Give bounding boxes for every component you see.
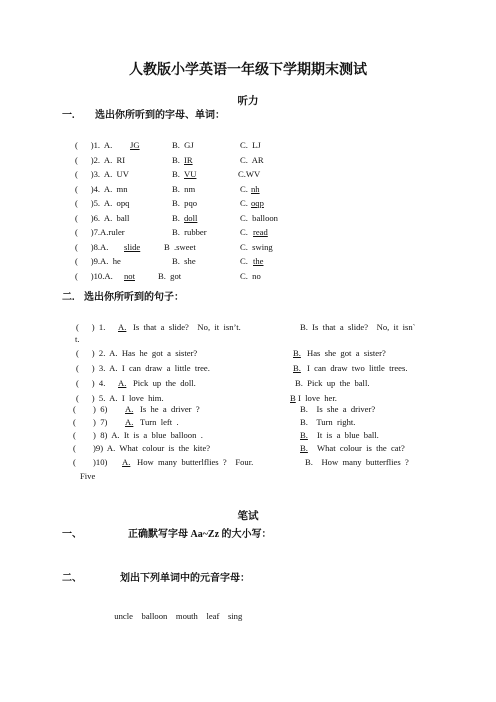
option-c: C. LJ [240, 140, 261, 150]
part-number: 一、 [62, 529, 82, 540]
question-number: ( ) 6) [73, 404, 108, 414]
option-a-sentence: Turn left . [140, 417, 179, 427]
option-b: B. pqo [172, 198, 198, 208]
option-b-sentence: B. Is she a driver? [300, 404, 376, 414]
option-c: C. balloon [240, 213, 278, 223]
word-item: balloon [141, 611, 168, 621]
option-b-sentence: It is a blue ball. [317, 430, 379, 440]
option-c: C. swing [240, 242, 273, 252]
option-c: read [253, 227, 268, 237]
question-number: ( )2. A. RI [75, 155, 126, 165]
part-title: 选出你所听到的字母、单词： [95, 110, 225, 121]
option-c-label: C. [240, 256, 248, 266]
option-b-sentence: B. Turn right. [300, 417, 356, 427]
question-number: ( ) 4. [76, 378, 106, 388]
wrapped-text: Five [80, 471, 96, 481]
option-b-sentence: B. How many butterflies ? [305, 457, 409, 467]
option-c: C. no [240, 271, 261, 281]
question-number: ( )6. A. ball [75, 213, 130, 223]
question-number: ( ) 5. A. I love him. [76, 393, 164, 403]
chosen-answer-mark: B [290, 393, 296, 403]
part-number: 一. [62, 110, 75, 121]
question-number: ( )10) [73, 457, 108, 467]
section-heading-writing: 笔试 [237, 511, 259, 522]
option-b: B. GJ [172, 140, 194, 150]
option-c-label: C. [240, 227, 248, 237]
option-b-label: B. [172, 169, 180, 179]
option-b-sentence: I can draw two little trees. [307, 363, 408, 373]
option-b: B. got [158, 271, 182, 281]
option-c-label: C. [240, 198, 248, 208]
question-number: ( ) 7) [73, 417, 108, 427]
word-item: leaf [206, 611, 220, 621]
part-number: 二、 [62, 573, 82, 584]
question-number: ( ) 3. A. I can draw a little tree. [76, 363, 210, 373]
option-b: VU [184, 169, 197, 179]
option-b: B. rubber [172, 227, 207, 237]
option-c-label: C. [240, 184, 248, 194]
chosen-answer-mark: A. [118, 378, 127, 388]
question-number: ( )9) A. What colour is the kite? [73, 443, 211, 453]
option-c: C. AR [240, 155, 264, 165]
option-b: B. she [172, 256, 196, 266]
chosen-answer-mark: A. [125, 404, 134, 414]
question-number: ( ) 1. [76, 322, 106, 332]
option-a-sentence: Pick up the doll. [133, 378, 196, 388]
option-b-label: B. [172, 213, 180, 223]
question-number: ( )1. A. [75, 140, 113, 150]
option-a: not [124, 271, 135, 281]
option-b: B. nm [172, 184, 196, 194]
option-c: nh [251, 184, 260, 194]
chosen-answer-mark: B. [293, 363, 301, 373]
word-list [110, 600, 242, 622]
option-a-sentence: How many butterlflies ? Four. [137, 457, 254, 467]
word-item: mouth [175, 611, 198, 621]
question-number: ( )4. A. mn [75, 184, 128, 194]
option-a: slide [124, 242, 141, 252]
chosen-answer-mark: B. [293, 348, 301, 358]
chosen-answer-mark: B. [300, 430, 308, 440]
question-number: ( )7.A.ruler [75, 227, 125, 237]
question-number: ( )9.A. he [75, 256, 121, 266]
option-b: doll [184, 213, 198, 223]
option-b: IR [184, 155, 193, 165]
chosen-answer-mark: B. [300, 443, 308, 453]
word-item: sing [227, 611, 243, 621]
part-title: 选出你所听到的句子： [84, 292, 184, 303]
part-number: 二. [62, 292, 75, 303]
option-b-sentence: B. Is that a slide? No, it isn` [300, 322, 416, 332]
option-b-sentence: What colour is the cat? [317, 443, 405, 453]
option-b: B .sweet [164, 242, 196, 252]
part-title: 正确默写字母 Aa~Zz 的大小写： [128, 529, 272, 540]
question-number: ( )5. A. opq [75, 198, 130, 208]
question-number: ( )8.A. [75, 242, 109, 252]
option-c: C.WV [238, 169, 261, 179]
chosen-answer-mark: A. [125, 417, 134, 427]
question-number: ( ) 2. A. Has he got a sister? [76, 348, 198, 358]
question-number: ( ) 8) A. It is a blue balloon . [73, 430, 203, 440]
option-b-sentence: Has she got a sister? [307, 348, 386, 358]
word-item: uncle [114, 611, 133, 621]
part-title: 划出下列单词中的元音字母： [120, 573, 250, 584]
option-a-sentence: Is he a driver ? [140, 404, 200, 414]
wrapped-text: t. [75, 334, 80, 344]
chosen-answer-mark: A. [122, 457, 131, 467]
chosen-answer-mark: A. [118, 322, 127, 332]
option-a-sentence: Is that a slide? No, it isn’t. [133, 322, 241, 332]
option-c: the [253, 256, 264, 266]
option-b-sentence: B. Pick up the ball. [295, 378, 370, 388]
question-number: ( )10.A. [75, 271, 113, 281]
option-a: JG [130, 140, 140, 150]
option-c: oqp [251, 198, 264, 208]
section-heading-listening: 听力 [237, 96, 259, 107]
question-number: ( )3. A. UV [75, 169, 129, 179]
option-b-label: B. [172, 155, 180, 165]
page-title: 人教版小学英语一年级下学期期末测试 [129, 63, 367, 78]
option-b-sentence: I love her. [298, 393, 337, 403]
